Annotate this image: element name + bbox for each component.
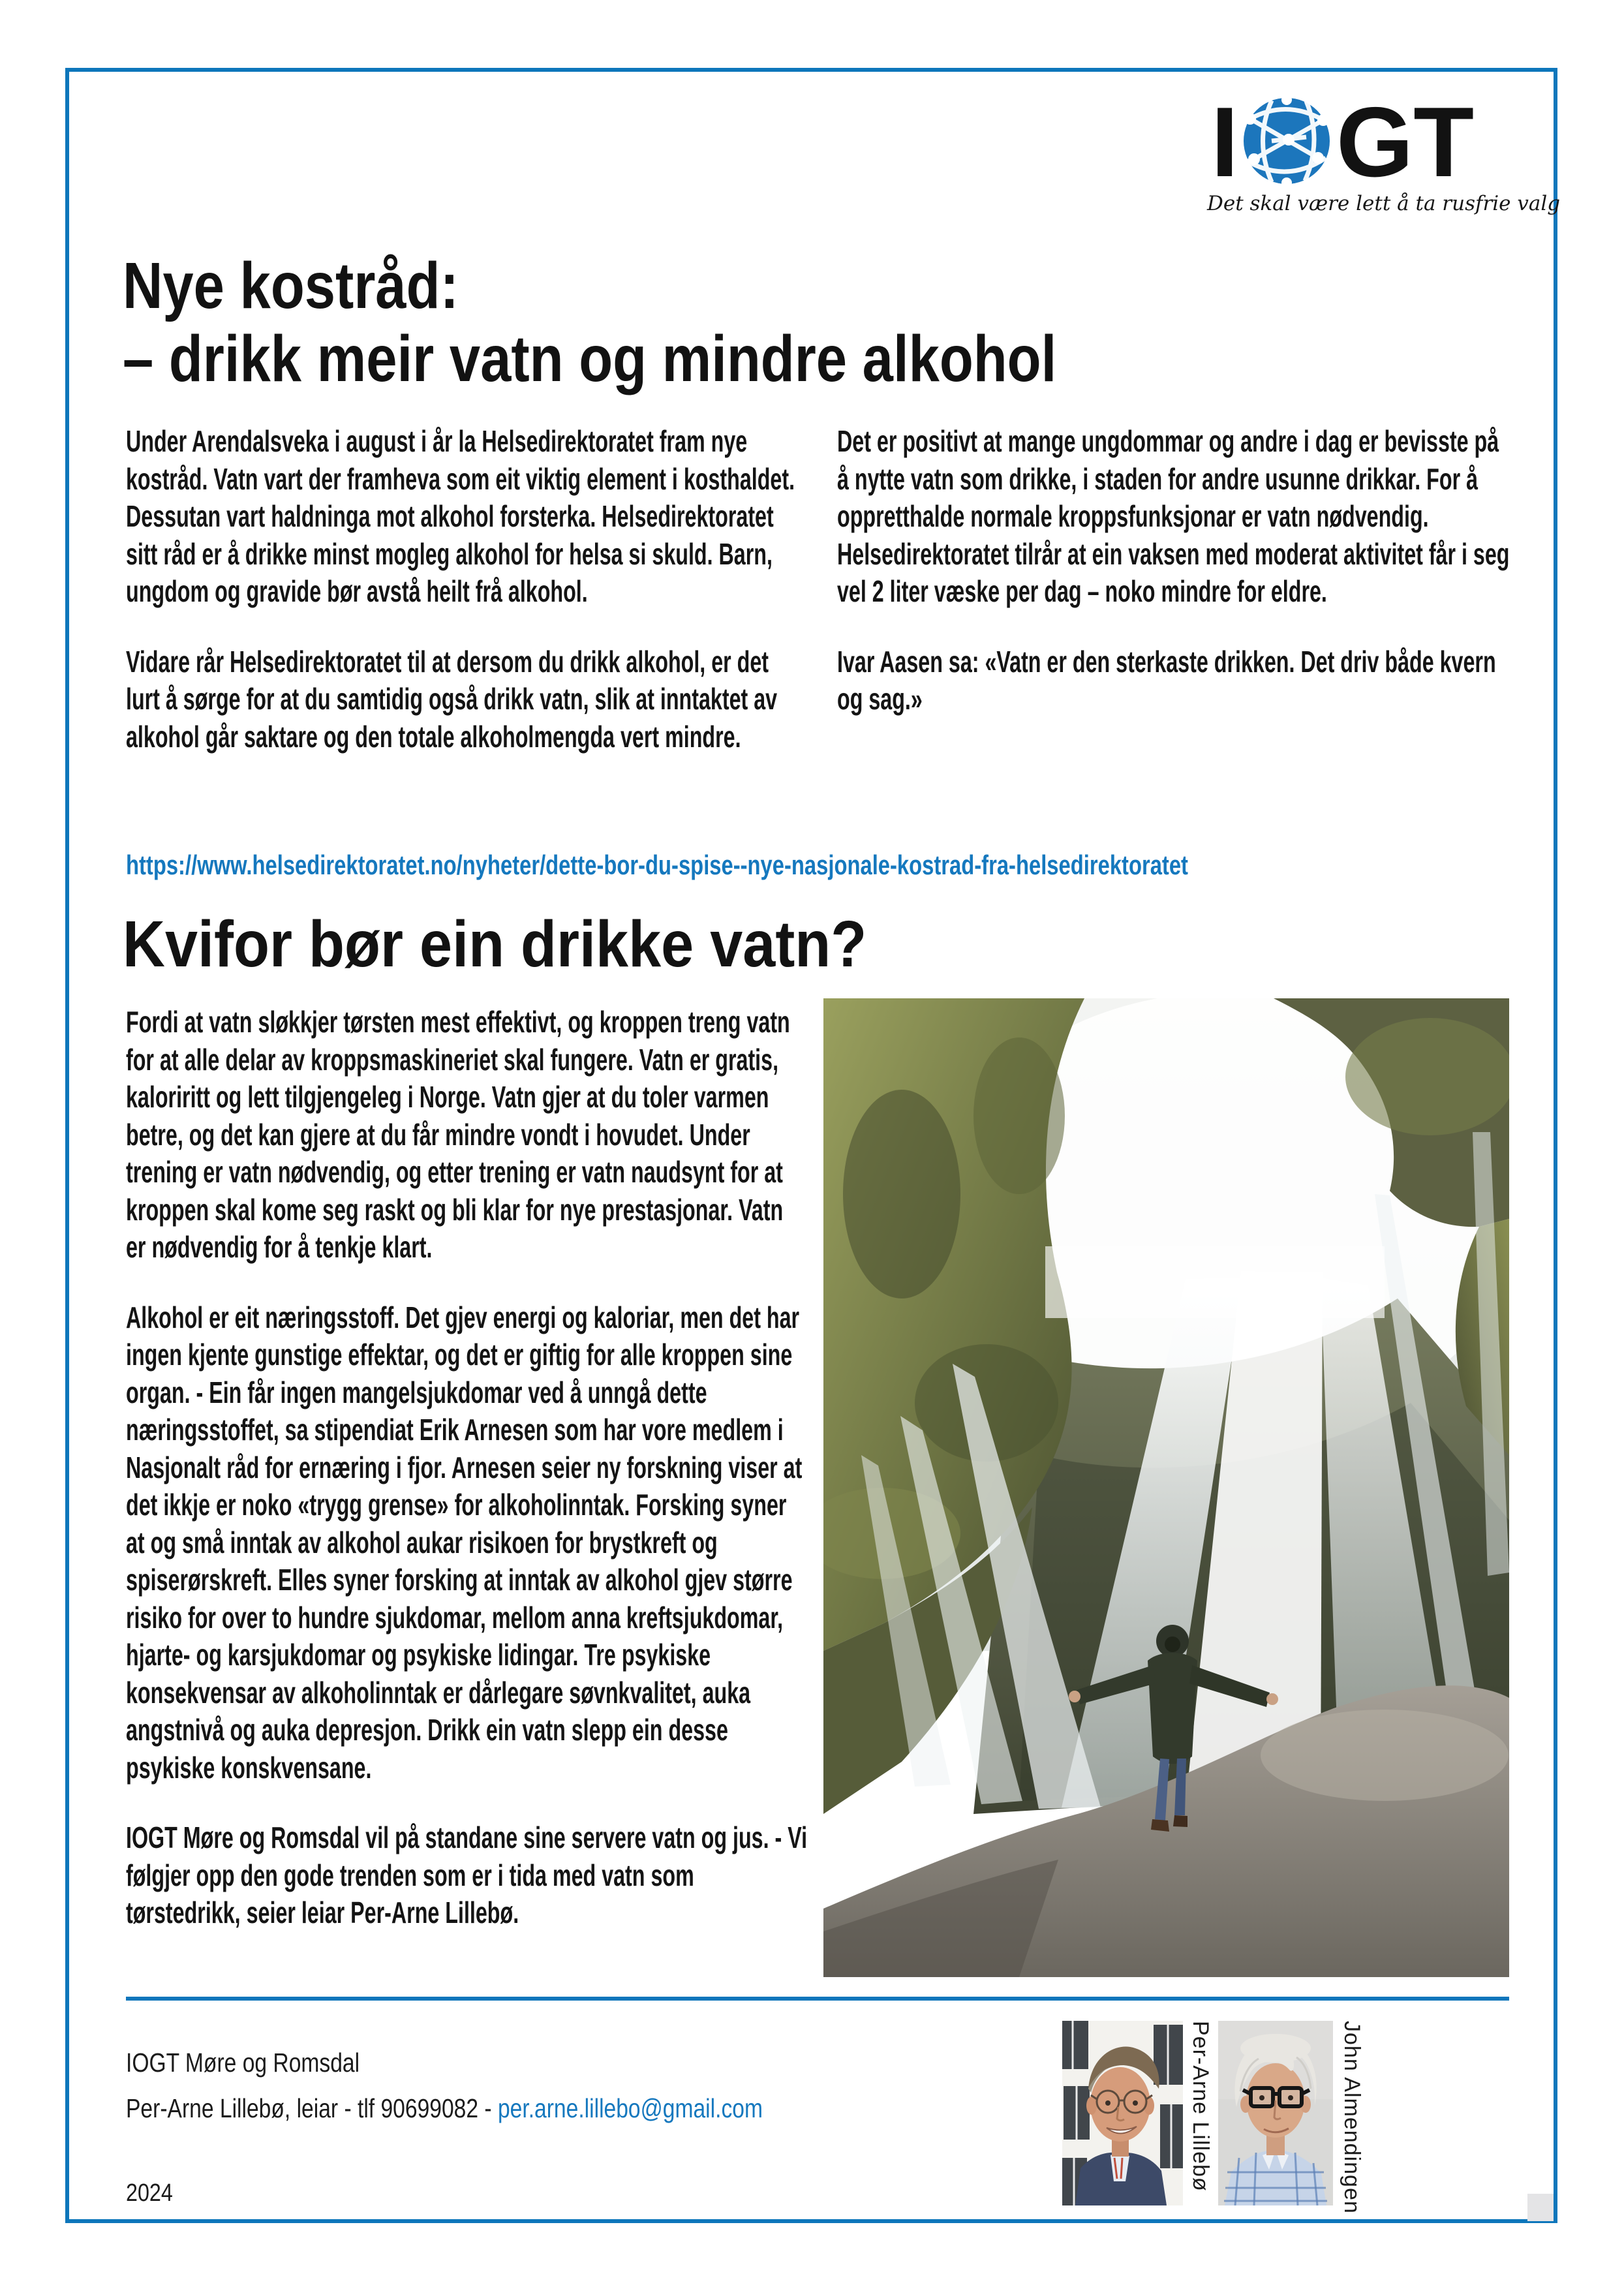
email-link[interactable]: per.arne.lillebo@gmail.com (497, 2093, 763, 2123)
article1-title (123, 249, 1056, 395)
waterfall-photo (823, 998, 1509, 1977)
paragraph: Fordi at vatn sløkkjer tørsten mest effektivt, og kroppen treng vatn for at alle delar av kroppsmaskineriet skal fungere. Vatn er gratis, kaloriritt og lett tilgjengeleg i Norge. Vatn gjer at du toler varmen betre, og det kan gjere at du får mindre vondt i hovudet. Under trening er vatn nødvendig, og etter trening er vatn naudsynt for at kroppen skal kome seg raskt og bli klar for nye prestasjonar. Vatn er nødvendig for å tenkje klart. (126, 1005, 790, 1264)
article1-column-right (837, 423, 1512, 751)
caption-per-arne: Per-Arne Lillebø (1188, 2021, 1213, 2192)
globe-icon (1244, 95, 1330, 188)
footer-separator (126, 1997, 1509, 2001)
paragraph: Ivar Aasen sa: «Vatn er den sterkaste drikken. Det driv både kvern og sag.» (837, 644, 1496, 716)
article2-column-left (126, 1004, 808, 1965)
logo-tagline: Det skal være lett å ta rusfrie valg (1207, 192, 1561, 215)
article1-title-line2: – drikk meir vatn og mindre alkohol (123, 322, 1057, 395)
footer-contact (126, 2093, 763, 2124)
paragraph: IOGT Møre og Romsdal vil på standane sine servere vatn og jus. - Vi følgjer opp den gode trenden som er i tida med vatn som tørstedrikk, seier leiar Per-Arne Lillebø. (126, 1820, 808, 1929)
footer-org: IOGT Møre og Romsdal (126, 2048, 360, 2078)
portrait-john (1218, 2021, 1333, 2205)
footer-contact-text: Per-Arne Lillebø, leiar - tlf 90699082 - (126, 2093, 498, 2123)
paragraph: Under Arendalsveka i august i år la Helsedirektoratet fram nye kostråd. Vatn vart der framheva som eit viktig element i kosthaldet. Dessutan vart haldninga mot alkohol forsterka. Helsedirektoratet sitt råd er å drikke minst mogleg alkohol for helsa si skuld. Barn, ungdom og gravide bør avstå heilt frå alkohol. (126, 424, 795, 608)
iogt-logo (1207, 91, 1561, 228)
article2-title: Kvifor bør ein drikke vatn? (123, 908, 867, 981)
paragraph: Vidare rår Helsedirektoratet til at dersom du drikk alkohol, er det lurt å sørge for at du samtidig også drikk vatn, slik at inntaktet av alkohol går saktare og den totale alkoholmengda vert mindre. (126, 644, 778, 754)
article1-column-left (126, 423, 808, 788)
paragraph: Det er positivt at mange ungdommar og andre i dag er bevisste på å nytte vatn som drikke, i staden for andre usunne drikkar. For å oppretthalde normale kroppsfunksjonar er vatn nødvendig. Helsedirektoratet tilrår at ein vaksen med moderat aktivitet får i seg vel 2 liter væske per dag – noko mindre for eldre. (837, 424, 1510, 608)
logo-letter-i: I (1211, 91, 1239, 191)
helsedirektoratet-link-row (126, 850, 1188, 881)
helsedirektoratet-link[interactable]: https://www.helsedirektoratet.no/nyheter/dette-bor-du-spise--nye-nasjonale-kostrad-fra-helsedirektoratet (126, 850, 1188, 880)
caption-john: John Almendingen (1340, 2021, 1364, 2214)
iogt-logo-graphic (1207, 91, 1488, 191)
portrait-per-arne (1062, 2021, 1183, 2205)
logo-letters-gt: GT (1336, 91, 1475, 191)
footer-year: 2024 (126, 2179, 173, 2207)
corner-gray-square (1527, 2194, 1554, 2221)
paragraph: Alkohol er eit næringsstoff. Det gjev energi og kaloriar, men det har ingen kjente gunstige effektar, og det er giftig for alle kroppen sine organ. - Ein får ingen mangelsjukdomar ved å unngå dette næringsstoffet, sa stipendiat Erik Arnesen som har vore medlem i Nasjonalt råd for ernæring i fjor. Arnesen seier ny forskning viser at det ikkje er noko «trygg grense» for alkoholinntak. Forsking syner at og små inntak av alkohol aukar risikoen for brystkreft og spiserørskreft. Elles syner forsking at inntak av alkohol gjev større risiko for over to hundre sjukdomar, mellom anna kreftsjukdomar, hjarte- og karsjukdomar og psykiske lidingar. Tre psykiske konsekvensar av alkoholinntak er dårlegare søvnkvalitet, auka angstnivå og auka depresjon. Drikk ein vatn slepp ein desse psykiske konskvensane. (126, 1300, 803, 1785)
article1-title-line1: Nye kostråd: (123, 249, 459, 322)
